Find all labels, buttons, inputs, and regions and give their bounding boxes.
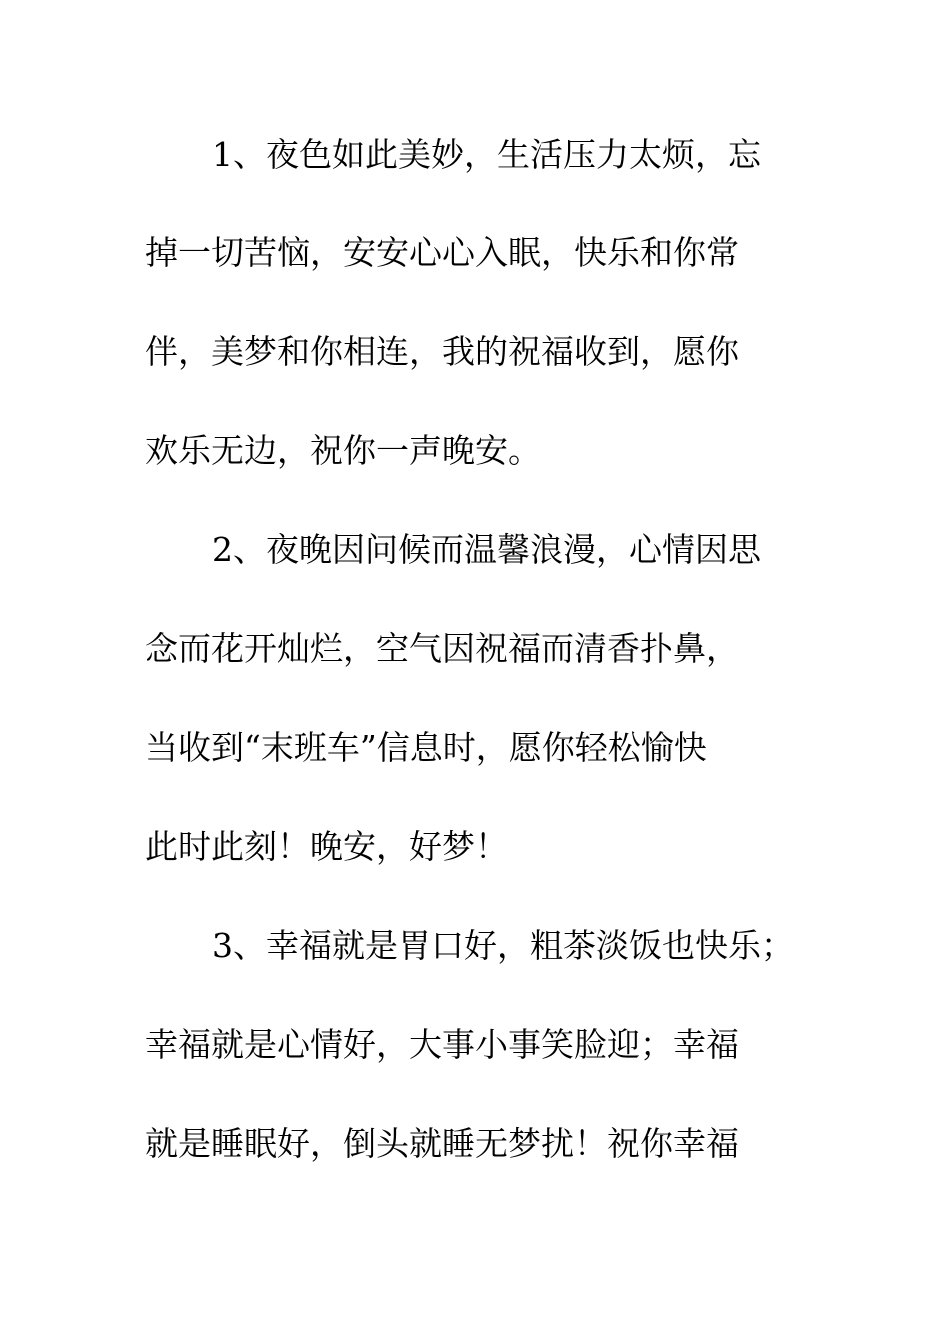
paragraph-2-line-2: 念而花开灿烂，空气因祝福而清香扑鼻， (145, 629, 739, 668)
paragraph-1-line-3: 伴，美梦和你相连，我的祝福收到，愿你 (145, 332, 739, 371)
paragraph-1-line-4: 欢乐无边，祝你一声晚安。 (145, 431, 541, 470)
paragraph-3-line-2: 幸福就是心情好，大事小事笑脸迎；幸福 (145, 1025, 739, 1064)
paragraph-2-line-4: 此时此刻！晚安，好梦！ (145, 827, 508, 866)
paragraph-1-line-2: 掉一切苦恼，安安心心入眠，快乐和你常 (145, 233, 739, 272)
paragraph-3-line-1: 3、幸福就是胃口好，粗茶淡饭也快乐； (212, 926, 794, 965)
paragraph-2-line-1: 2、夜晚因问候而温馨浪漫，心情因思 (212, 530, 761, 569)
paragraph-3-line-3: 就是睡眠好，倒头就睡无梦扰！祝你幸福 (145, 1124, 739, 1163)
paragraph-1-line-1: 1、夜色如此美妙，生活压力太烦，忘 (212, 135, 761, 174)
paragraph-2-line-3: 当收到“末班车”信息时，愿你轻松愉快 (145, 728, 707, 767)
